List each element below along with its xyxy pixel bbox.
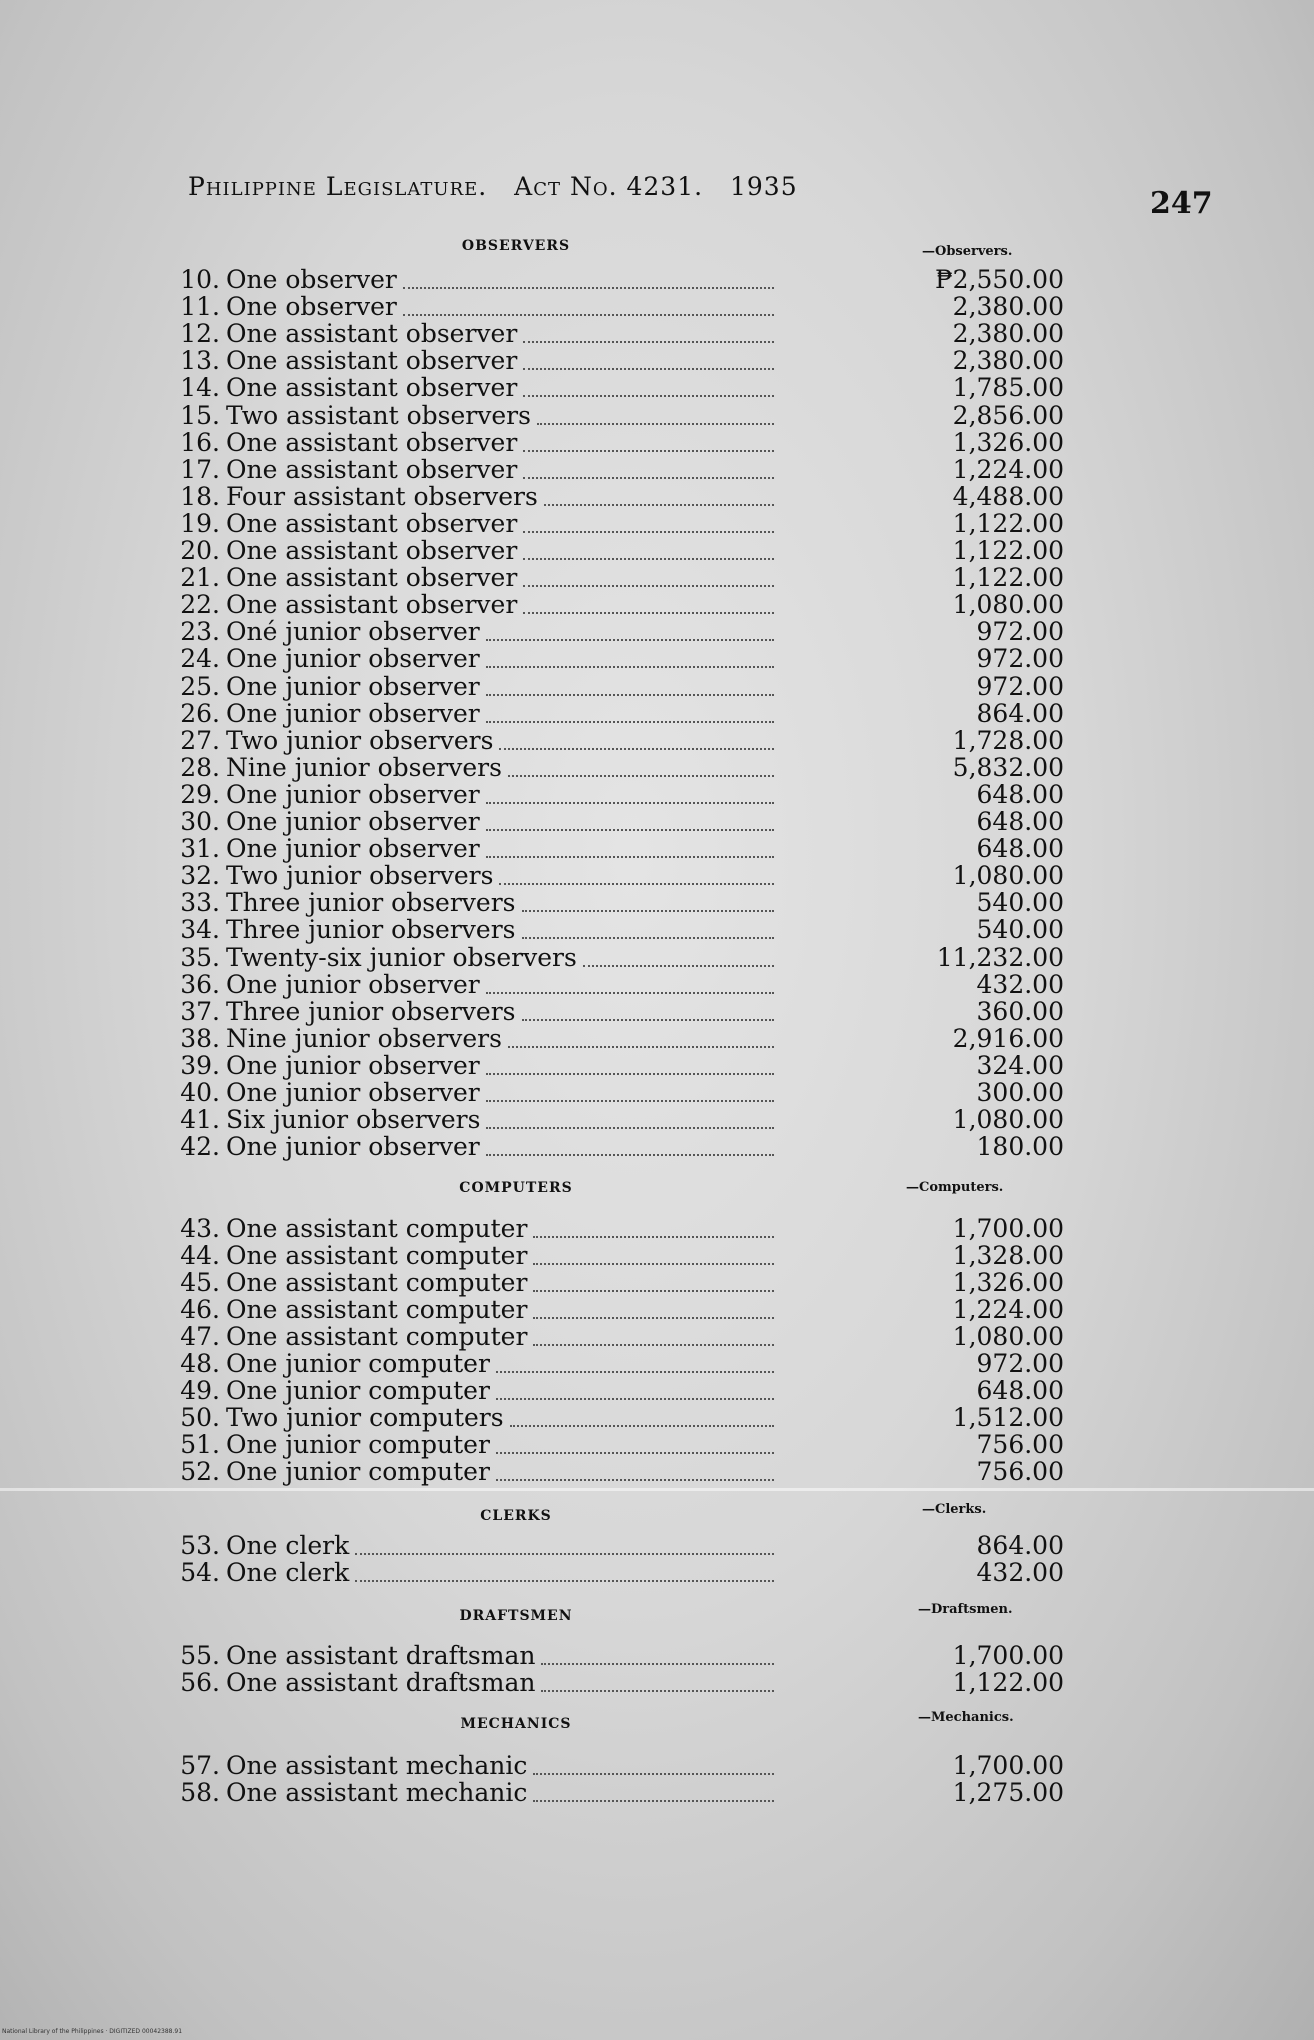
margin-note: —Clerks. (922, 1502, 987, 1517)
section-heading: CLERKS (480, 1508, 552, 1524)
entry-number: 23. (180, 617, 220, 646)
entry-amount: 756.00 (976, 1457, 1064, 1486)
entry-number: 17. (180, 455, 220, 484)
entry-description: One assistant observer (226, 428, 518, 457)
entry-number: 55. (180, 1641, 220, 1670)
entry-amount: 2,380.00 (952, 292, 1064, 321)
entry-description: One observer (226, 292, 397, 321)
entry-description: One assistant observer (226, 563, 518, 592)
entry-amount: 1,728.00 (952, 726, 1064, 755)
entry-amount: 360.00 (976, 997, 1064, 1026)
entry-amount: 300.00 (976, 1078, 1064, 1107)
entry-amount: 1,122.00 (952, 1668, 1064, 1697)
entry-amount: 1,080.00 (952, 861, 1064, 890)
header-year: 1935 (730, 172, 798, 201)
entry-number: 15. (180, 401, 220, 430)
entry-amount: 11,232.00 (936, 943, 1064, 972)
entry-description: One junior observer (226, 1078, 480, 1107)
entry-number: 54. (180, 1558, 220, 1587)
entry-amount: 648.00 (976, 807, 1064, 836)
entry-number: 51. (180, 1430, 220, 1459)
entry-description: One junior observer (226, 970, 480, 999)
entry-description: One assistant observer (226, 319, 518, 348)
appropriation-entry (168, 1778, 1064, 1807)
entry-amount: 1,512.00 (952, 1403, 1064, 1432)
entry-number: 29. (180, 780, 220, 809)
appropriation-entry (168, 1558, 1064, 1587)
entry-description: Nine junior observers (226, 753, 502, 782)
entry-description: One assistant observer (226, 455, 518, 484)
header-legislature: Philippine Legislature. (188, 172, 488, 201)
appropriation-entry (168, 455, 1064, 484)
entry-number: 44. (180, 1241, 220, 1270)
entry-amount: 864.00 (976, 1531, 1064, 1560)
entry-description: One junior computer (226, 1376, 490, 1405)
appropriation-entry (168, 915, 1064, 944)
entry-number: 21. (180, 563, 220, 592)
entry-description: One assistant mechanic (226, 1778, 528, 1807)
dot-leader (355, 1553, 774, 1582)
entry-amount: 1,122.00 (952, 536, 1064, 565)
entry-description: One assistant computer (226, 1214, 528, 1243)
entry-number: 47. (180, 1322, 220, 1351)
entry-amount: 648.00 (976, 834, 1064, 863)
entry-number: 28. (180, 753, 220, 782)
appropriation-entry (168, 1132, 1064, 1161)
section-heading: COMPUTERS (459, 1180, 573, 1196)
entry-amount: 540.00 (976, 915, 1064, 944)
entry-description: One clerk (226, 1558, 350, 1587)
entry-amount: 2,856.00 (952, 401, 1064, 430)
entry-amount: 756.00 (976, 1430, 1064, 1459)
entry-description: One assistant computer (226, 1295, 528, 1324)
scan-artifact-line (0, 1488, 1314, 1491)
entry-number: 26. (180, 699, 220, 728)
entry-amount: 2,380.00 (952, 319, 1064, 348)
entry-number: 24. (180, 644, 220, 673)
entry-amount: 1,122.00 (952, 563, 1064, 592)
entry-number: 41. (180, 1105, 220, 1134)
entry-number: 25. (180, 672, 220, 701)
entry-description: Two junior observers (226, 726, 494, 755)
entry-amount: 972.00 (976, 644, 1064, 673)
entry-number: 30. (180, 807, 220, 836)
entry-number: 31. (180, 834, 220, 863)
entry-description: One junior observer (226, 807, 480, 836)
entry-number: 33. (180, 888, 220, 917)
entry-number: 16. (180, 428, 220, 457)
entry-description: One junior computer (226, 1430, 490, 1459)
entry-number: 32. (180, 861, 220, 890)
entry-description: One assistant draftsman (226, 1668, 536, 1697)
entry-number: 12. (180, 319, 220, 348)
entry-number: 36. (180, 970, 220, 999)
entry-amount: 432.00 (976, 1558, 1064, 1587)
entry-description: One junior observer (226, 834, 480, 863)
entry-description: One junior observer (226, 699, 480, 728)
entry-number: 42. (180, 1132, 220, 1161)
entry-number: 37. (180, 997, 220, 1026)
entry-number: 49. (180, 1376, 220, 1405)
entry-number: 56. (180, 1668, 220, 1697)
margin-note: —Mechanics. (918, 1710, 1014, 1725)
entry-number: 22. (180, 590, 220, 619)
entry-description: Three junior observers (226, 997, 516, 1026)
entry-description: One junior observer (226, 1051, 480, 1080)
appropriation-entry (168, 1668, 1064, 1697)
entry-number: 57. (180, 1751, 220, 1780)
entry-description: Four assistant observers (226, 482, 538, 511)
dot-leader (403, 287, 774, 316)
entry-amount: 1,080.00 (952, 1105, 1064, 1134)
entry-amount: 2,380.00 (952, 346, 1064, 375)
entry-description: One junior observer (226, 644, 480, 673)
entry-description: Three junior observers (226, 888, 516, 917)
entry-amount: 1,122.00 (952, 509, 1064, 538)
entry-description: One assistant observer (226, 590, 518, 619)
entry-description: Oné junior observer (226, 617, 480, 646)
entry-number: 53. (180, 1531, 220, 1560)
entry-amount: 1,080.00 (952, 590, 1064, 619)
entry-number: 27. (180, 726, 220, 755)
appropriation-entry (168, 1457, 1064, 1486)
entry-description: One assistant observer (226, 373, 518, 402)
entry-amount: ₱2,550.00 (935, 265, 1064, 294)
page-number: 247 (1150, 186, 1213, 221)
entry-description: One assistant mechanic (226, 1751, 528, 1780)
entry-amount: 864.00 (976, 699, 1064, 728)
entry-amount: 1,700.00 (952, 1214, 1064, 1243)
entry-description: One assistant observer (226, 536, 518, 565)
entry-amount: 180.00 (976, 1132, 1064, 1161)
entry-number: 11. (180, 292, 220, 321)
entry-amount: 972.00 (976, 672, 1064, 701)
entry-number: 38. (180, 1024, 220, 1053)
entry-amount: 1,700.00 (952, 1641, 1064, 1670)
margin-note: —Draftsmen. (918, 1602, 1013, 1617)
entry-amount: 1,275.00 (952, 1778, 1064, 1807)
entry-amount: 324.00 (976, 1051, 1064, 1080)
entry-amount: 4,488.00 (952, 482, 1064, 511)
entry-number: 45. (180, 1268, 220, 1297)
entry-amount: 648.00 (976, 1376, 1064, 1405)
entry-description: Two assistant observers (226, 401, 531, 430)
entry-amount: 648.00 (976, 780, 1064, 809)
entry-description: Two junior computers (226, 1403, 504, 1432)
entry-description: One junior observer (226, 780, 480, 809)
entry-description: Three junior observers (226, 915, 516, 944)
entry-number: 58. (180, 1778, 220, 1807)
entry-description: One assistant computer (226, 1268, 528, 1297)
appropriation-entry (168, 1641, 1064, 1670)
entry-amount: 5,832.00 (952, 753, 1064, 782)
appropriation-entry (168, 373, 1064, 402)
entry-number: 43. (180, 1214, 220, 1243)
section-heading: OBSERVERS (461, 238, 571, 254)
entry-description: Twenty-six junior observers (226, 943, 577, 972)
entry-amount: 432.00 (976, 970, 1064, 999)
entry-amount: 1,700.00 (952, 1751, 1064, 1780)
entry-number: 19. (180, 509, 220, 538)
entry-number: 46. (180, 1295, 220, 1324)
entry-amount: 1,224.00 (952, 1295, 1064, 1324)
entry-description: One observer (226, 265, 397, 294)
entry-description: One junior observer (226, 1132, 480, 1161)
entry-number: 10. (180, 265, 220, 294)
entry-amount: 1,326.00 (952, 428, 1064, 457)
entry-description: One assistant observer (226, 346, 518, 375)
section-heading: DRAFTSMEN (459, 1608, 573, 1624)
entry-description: One junior computer (226, 1457, 490, 1486)
entry-description: One assistant computer (226, 1241, 528, 1270)
section-heading: MECHANICS (460, 1716, 572, 1732)
entry-amount: 972.00 (976, 1349, 1064, 1378)
entry-number: 35. (180, 943, 220, 972)
footer-credit: National Library of the Philippines · DIGITIZED 00042388.91 (2, 2028, 183, 2035)
entry-description: One junior observer (226, 672, 480, 701)
header-act: Act No. 4231. (514, 172, 704, 201)
entry-description: One junior computer (226, 1349, 490, 1378)
entry-description: Two junior observers (226, 861, 494, 890)
entry-description: One clerk (226, 1531, 350, 1560)
entry-number: 52. (180, 1457, 220, 1486)
dot-leader (355, 1526, 774, 1555)
entry-number: 48. (180, 1349, 220, 1378)
entry-description: One assistant computer (226, 1322, 528, 1351)
dot-leader (403, 260, 774, 289)
entry-amount: 1,785.00 (952, 373, 1064, 402)
entry-number: 18. (180, 482, 220, 511)
entry-amount: 1,080.00 (952, 1322, 1064, 1351)
entry-description: One assistant observer (226, 509, 518, 538)
margin-note: —Observers. (922, 244, 1013, 259)
entry-number: 50. (180, 1403, 220, 1432)
entry-description: Six junior observers (226, 1105, 481, 1134)
entry-amount: 972.00 (976, 617, 1064, 646)
entry-number: 34. (180, 915, 220, 944)
margin-note: —Computers. (906, 1180, 1004, 1195)
entry-amount: 2,916.00 (952, 1024, 1064, 1053)
entry-amount: 1,328.00 (952, 1241, 1064, 1270)
entry-description: Nine junior observers (226, 1024, 502, 1053)
entry-number: 13. (180, 346, 220, 375)
entry-number: 39. (180, 1051, 220, 1080)
entry-amount: 1,326.00 (952, 1268, 1064, 1297)
entry-number: 40. (180, 1078, 220, 1107)
running-header (188, 172, 816, 201)
entry-description: One assistant draftsman (226, 1641, 536, 1670)
entry-amount: 540.00 (976, 888, 1064, 917)
entry-number: 14. (180, 373, 220, 402)
entry-amount: 1,224.00 (952, 455, 1064, 484)
entry-number: 20. (180, 536, 220, 565)
